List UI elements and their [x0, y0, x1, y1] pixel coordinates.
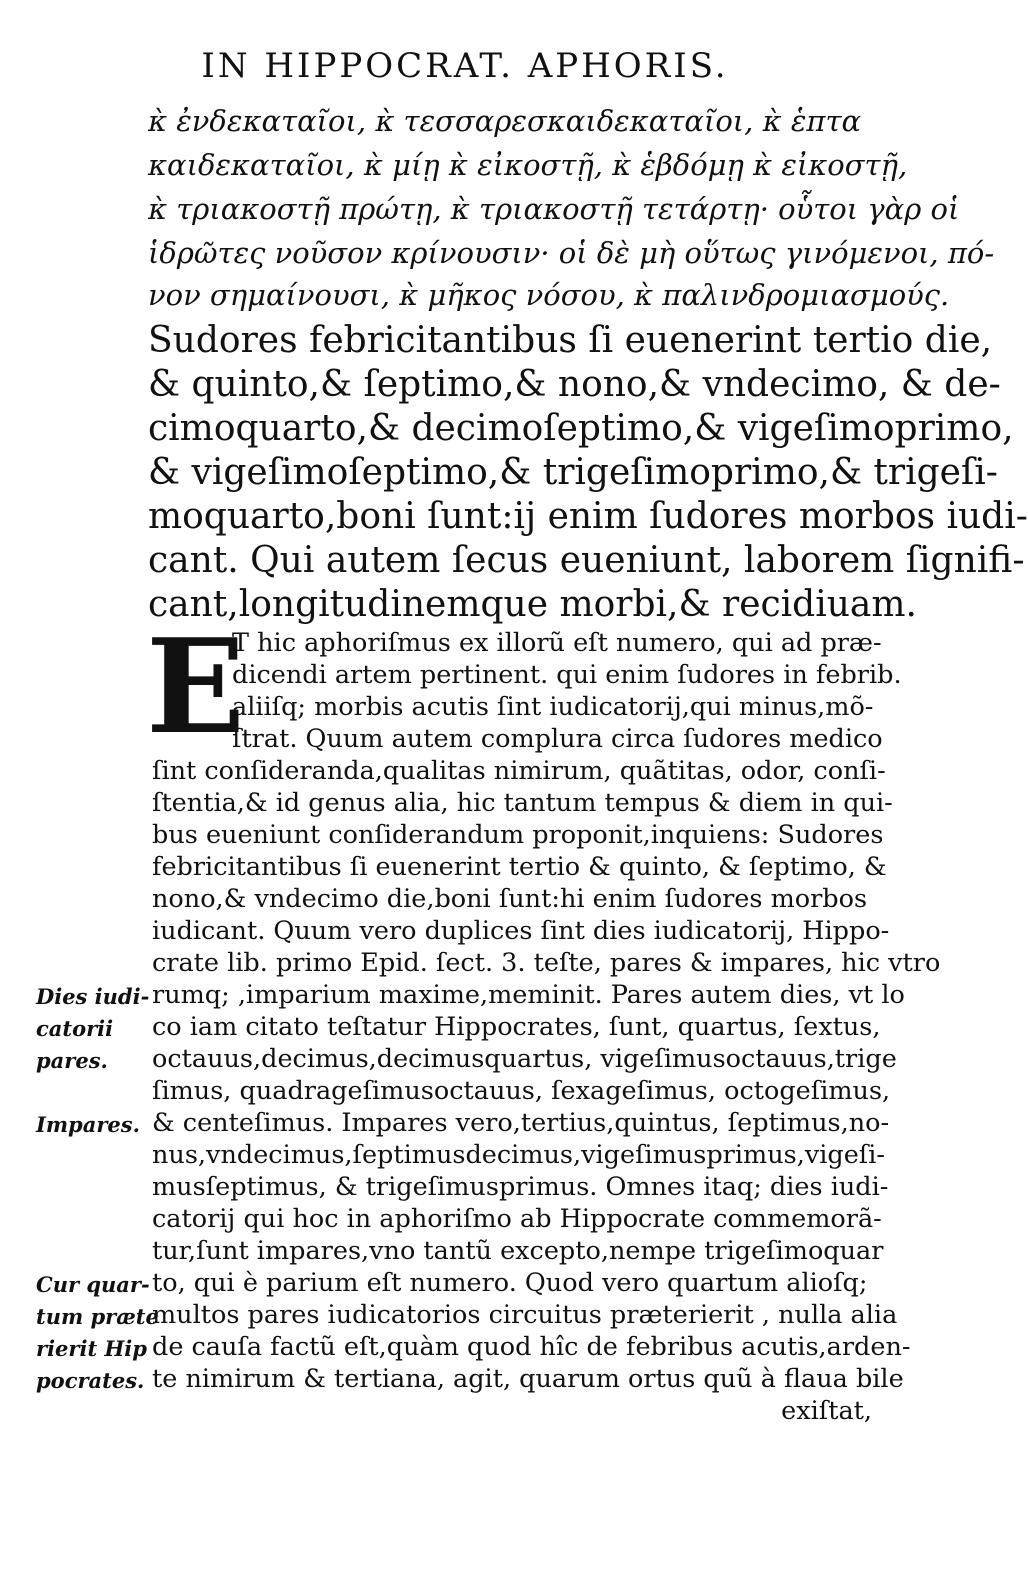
- greek-line: ἱδρῶτες νοῦσον κρίνουσιν· οἱ δὲ μὴ οὕτως γινόμενοι, πό-: [148, 236, 995, 270]
- catchword: exiſtat,: [781, 1396, 872, 1426]
- commentary-line: iudicant. Quum vero duplices ſint dies iudicatorij, Hippo-: [152, 916, 890, 946]
- commentary-line: ſtrat. Quum autem complura circa ſudores medico: [232, 724, 883, 754]
- running-head: IN HIPPOCRAT. APHORIS.: [201, 46, 729, 86]
- aphorism-line: cant. Qui autem ſecus eueniunt, laborem ſignifi-: [148, 540, 1025, 581]
- aphorism-line: Sudores febricitantibus ſi euenerint tertio die,: [148, 320, 993, 361]
- commentary-line: multos pares iudicatorios circuitus præterierit , nulla alia: [152, 1300, 898, 1330]
- commentary-line: febricitantibus ſi euenerint tertio & quinto, & ſeptimo, &: [152, 852, 887, 882]
- commentary-line: T hic aphoriſmus ex illorũ eſt numero, qui ad præ-: [232, 628, 882, 658]
- commentary-line: bus eueniunt conſiderandum proponit,inquiens: Sudores: [152, 820, 884, 850]
- commentary-line: aliiſq; morbis acutis ſint iudicatorij,qui minus,mõ-: [232, 692, 874, 722]
- aphorism-line: & quinto,& ſeptimo,& nono,& vndecimo, & de-: [148, 364, 1001, 405]
- greek-line: νον σημαίνουσι, κ̀ μῆκος νόσου, κ̀ παλινδρομιασμούς.: [148, 278, 950, 312]
- aphorism-line: cant,longitudinemque morbi,& recidiuam.: [148, 584, 917, 625]
- margin-note: pares.: [36, 1048, 108, 1073]
- margin-note: Impares.: [36, 1112, 140, 1137]
- commentary-line: catorij qui hoc in aphoriſmo ab Hippocrate commemorã-: [152, 1204, 882, 1234]
- margin-note: Dies iudi-: [36, 984, 150, 1009]
- commentary-line: musſeptimus, & trigeſimusprimus. Omnes itaq; dies iudi-: [152, 1172, 889, 1202]
- commentary-line: to, qui è parium eſt numero. Quod vero quartum alioſq;: [152, 1268, 868, 1298]
- commentary-line: nono,& vndecimo die,boni ſunt:hi enim ſudores morbos: [152, 884, 868, 914]
- commentary-line: ſint conſideranda,qualitas nimirum, quãtitas, odor, conſi-: [152, 756, 886, 786]
- commentary-line: de cauſa factũ eſt,quàm quod hîc de febribus acutis,arden-: [152, 1332, 911, 1362]
- commentary-line: & centeſimus. Impares vero,tertius,quintus, ſeptimus,no-: [152, 1108, 890, 1138]
- greek-line: κ̀ ἐνδεκαταῖοι, κ̀ τεσσαρεσκαιδεκαταῖοι, κ̀ ἑπτα: [148, 104, 862, 138]
- margin-note: catorii: [36, 1016, 114, 1041]
- commentary-line: rumq; ,imparium maxime,meminit. Pares autem dies, vt lo: [152, 980, 905, 1010]
- commentary-line: octauus,decimus,decimusquartus, vigeſimusoctauus,trige: [152, 1044, 897, 1074]
- margin-note: rierit Hip: [36, 1336, 147, 1361]
- margin-note: Cur quar-: [36, 1272, 150, 1297]
- greek-line: καιδεκαταῖοι, κ̀ μίῃ κ̀ εἰκοστῇ, κ̀ ἑβδόμῃ κ̀ εἰκοστῇ,: [148, 148, 908, 182]
- commentary-line: dicendi artem pertinent. qui enim ſudores in febrib.: [232, 660, 902, 690]
- drop-cap: E: [146, 610, 246, 763]
- commentary-line: crate lib. primo Epid. ſect. 3. teſte, pares & impares, hic vtro: [152, 948, 941, 978]
- commentary-line: tur,ſunt impares,vno tantũ excepto,nempe trigeſimoquar: [152, 1236, 884, 1266]
- margin-note: pocrates.: [36, 1368, 145, 1393]
- greek-line: κ̀ τριακοστῇ πρώτῃ, κ̀ τριακοστῇ τετάρτῃ· οὗτοι γὰρ οἱ: [148, 192, 960, 226]
- aphorism-line: moquarto,boni ſunt:ij enim ſudores morbos iudi-: [148, 496, 1028, 537]
- margin-note: tum præte: [36, 1304, 159, 1329]
- aphorism-line: & vigeſimoſeptimo,& trigeſimoprimo,& trigeſi-: [148, 452, 998, 493]
- aphorism-line: cimoquarto,& decimoſeptimo,& vigeſimoprimo,: [148, 408, 1014, 449]
- commentary-line: co iam citato teſtatur Hippocrates, ſunt, quartus, ſextus,: [152, 1012, 881, 1042]
- commentary-line: ſtentia,& id genus alia, hic tantum tempus & diem in qui-: [152, 788, 893, 818]
- commentary-line: te nimirum & tertiana, agit, quarum ortus quũ à flaua bile: [152, 1364, 904, 1394]
- commentary-line: ſimus, quadrageſimusoctauus, ſexageſimus, octogeſimus,: [152, 1076, 891, 1106]
- commentary-line: nus,vndecimus,ſeptimusdecimus,vigeſimusprimus,vigeſi-: [152, 1140, 886, 1170]
